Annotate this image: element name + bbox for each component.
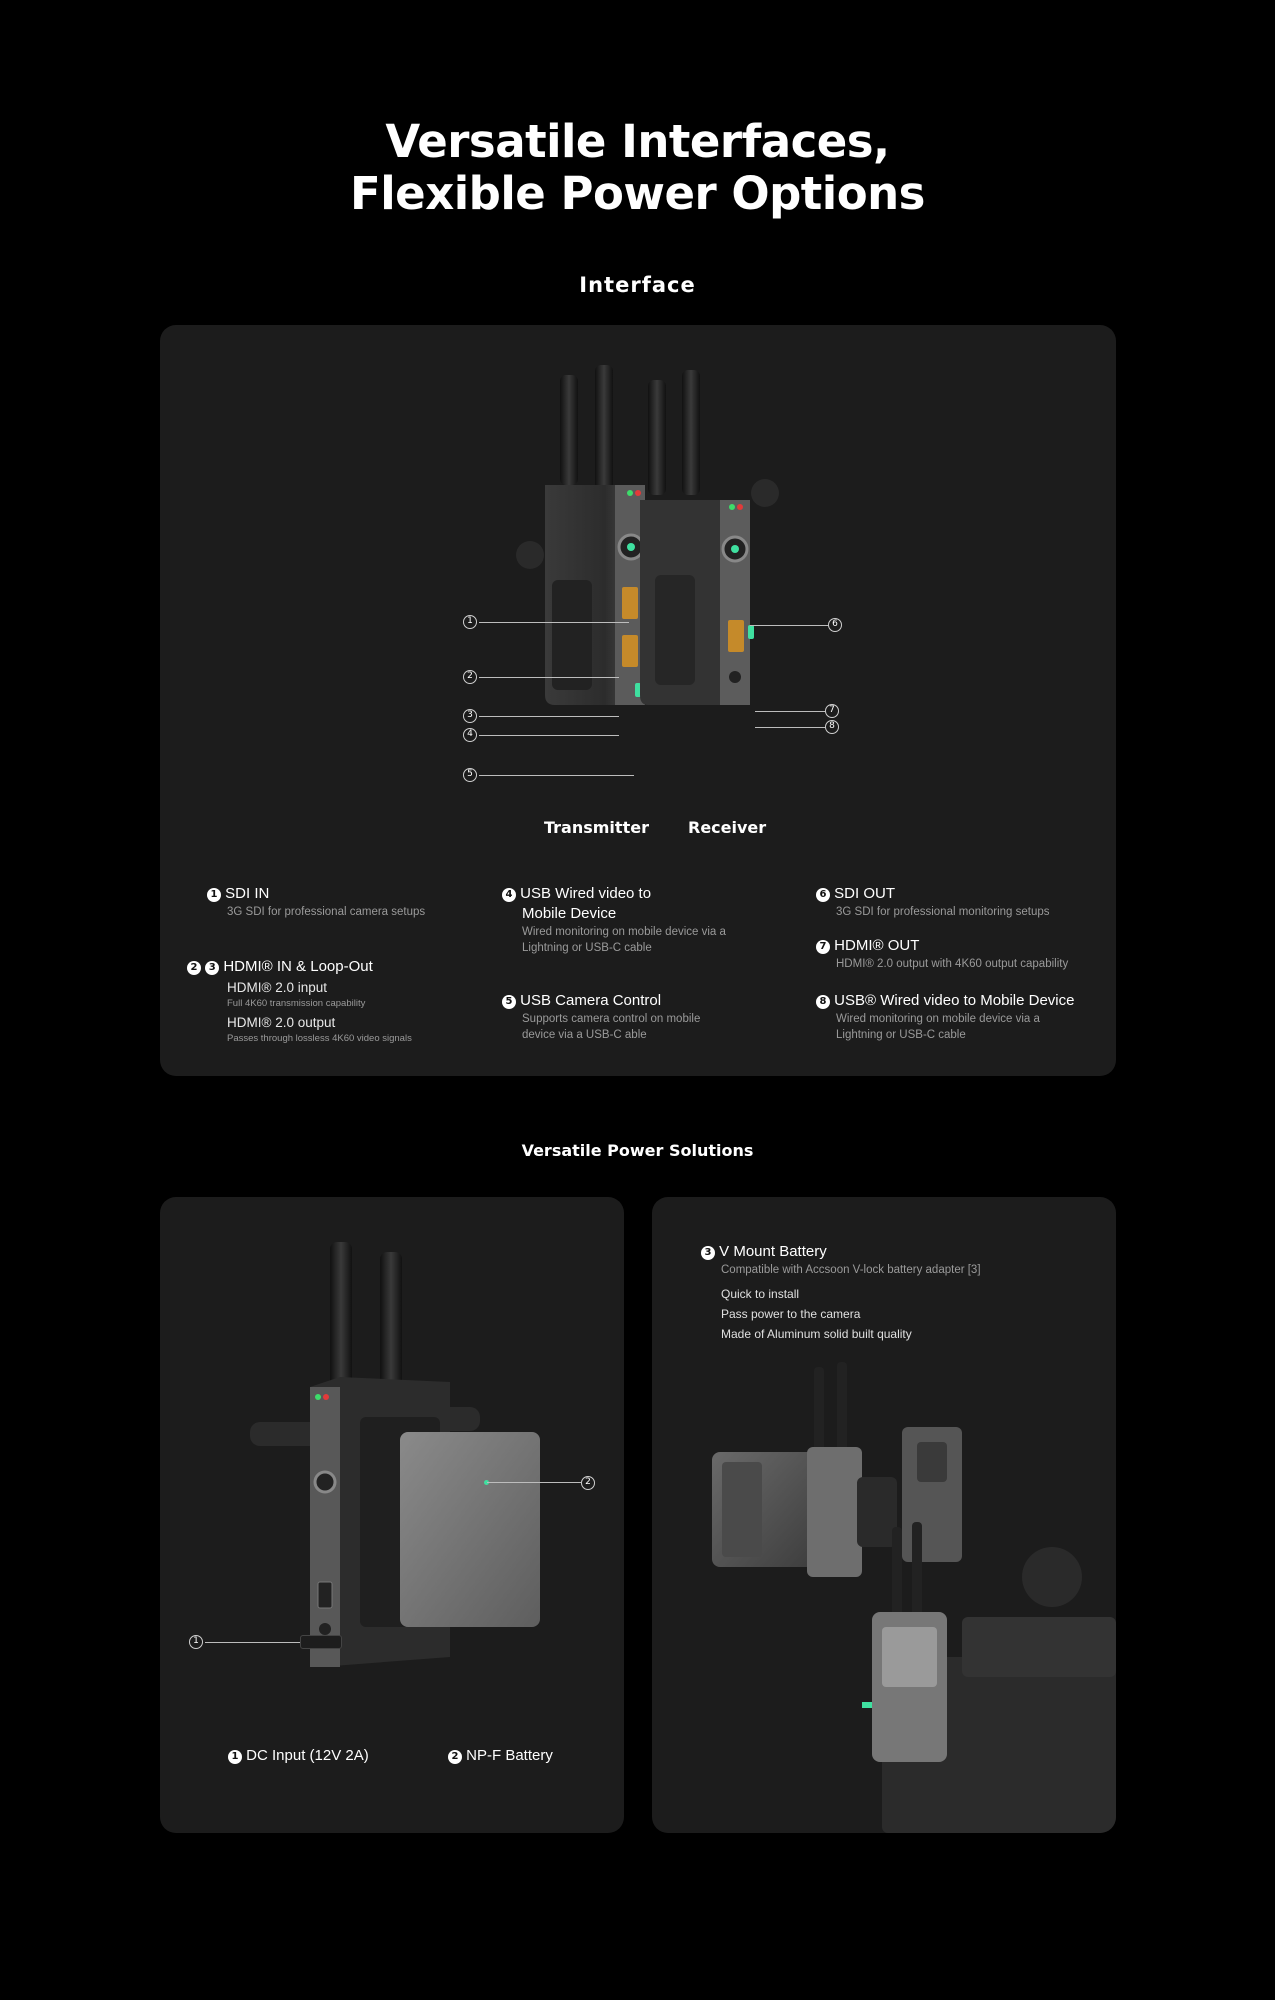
feature-desc-line-1: Wired monitoring on mobile device via a [522,926,726,938]
headline-line-1: Versatile Interfaces, [385,115,890,168]
number-badge: 2 [187,961,201,975]
v-mount-feature [701,1242,1101,1344]
power-card-right [652,1197,1116,1833]
callout-6: 6 [828,618,842,632]
number-badge: 4 [502,888,516,902]
feature-desc: 3G SDI for professional camera setups [227,906,426,918]
leader-line-6 [750,625,828,626]
leader-line-2 [487,1482,581,1483]
callout-3: 3 [463,709,477,723]
feature-desc: HDMI® 2.0 output with 4K60 output capability [836,958,1069,970]
v-mount-desc: Compatible with Accsoon V-lock battery adapter [3] [721,1264,981,1276]
interface-section-title: Interface [579,273,696,297]
number-badge: 6 [816,888,830,902]
number-badge: 3 [701,1246,715,1260]
feature-desc-line-1: Wired monitoring on mobile device via a [836,1013,1040,1025]
leader-line-4 [479,735,619,736]
dc-input-text: DC Input (12V 2A) [246,1747,369,1764]
leader-line-1 [205,1642,300,1643]
feature-hdmi-in-loop-out [187,957,477,1045]
number-badge: 2 [448,1750,462,1764]
power-section-title: Versatile Power Solutions [521,1141,754,1160]
dc-plug-image [300,1635,342,1649]
callout-2: 2 [463,670,477,684]
feature-desc-line-1: Supports camera control on mobile [522,1013,701,1025]
feature-desc-line-2: Lightning or USB-C cable [836,1029,966,1041]
receiver-label: Receiver [688,818,767,837]
v-mount-point: Made of Aluminum solid built quality [721,1327,912,1341]
feature-sdi-in [207,884,467,920]
page-headline [0,116,1275,220]
feature-title: USB® Wired video to Mobile Device [834,992,1075,1009]
feature-desc-line-2: Lightning or USB-C cable [522,942,652,954]
feature-title: SDI IN [225,885,270,902]
leader-line-8 [755,727,825,728]
interface-card [160,325,1116,1076]
callout-8: 8 [825,720,839,734]
number-badge: 3 [205,961,219,975]
feature-usb-wired-video [502,884,772,956]
callout-2: 2 [581,1476,595,1490]
feature-usb-wired-video-receiver [816,991,1111,1043]
callout-4: 4 [463,728,477,742]
npf-battery-text: NP-F Battery [466,1747,553,1764]
dc-input-label [228,1746,369,1766]
feature-desc: 3G SDI for professional monitoring setups [836,906,1050,918]
v-mount-point: Pass power to the camera [721,1307,861,1321]
number-badge: 1 [207,888,221,902]
transmitter-receiver-image [460,365,780,735]
callout-7: 7 [825,704,839,718]
hdmi-output-desc: Passes through lossless 4K60 video signals [227,1033,412,1044]
v-mount-battery-camera-image [712,1357,1116,1833]
feature-usb-camera-control [502,991,772,1043]
number-badge: 7 [816,940,830,954]
feature-title: HDMI® IN & Loop-Out [223,958,373,975]
hdmi-output-title: HDMI® 2.0 output [227,1015,336,1030]
feature-title: SDI OUT [834,885,896,902]
power-card-left [160,1197,624,1833]
number-badge: 5 [502,995,516,1009]
callout-1: 1 [189,1635,203,1649]
npf-battery-label [448,1746,553,1766]
feature-title-line-1: USB Wired video to [520,885,652,902]
hdmi-input-desc: Full 4K60 transmission capability [227,998,366,1009]
callout-5: 5 [463,768,477,782]
leader-line-5 [479,775,634,776]
number-badge: 1 [228,1750,242,1764]
callout-1: 1 [463,615,477,629]
headline-line-2: Flexible Power Options [350,167,925,220]
feature-title: USB Camera Control [520,992,662,1009]
leader-line-7 [755,711,825,712]
feature-title-line-2: Mobile Device [522,905,617,922]
hdmi-input-title: HDMI® 2.0 input [227,980,327,995]
feature-hdmi-out [816,936,1111,972]
feature-sdi-out [816,884,1111,920]
number-badge: 8 [816,995,830,1009]
feature-desc-line-2: device via a USB-C able [522,1029,647,1041]
v-mount-point: Quick to install [721,1287,800,1301]
leader-line-3 [479,716,619,717]
leader-line-2 [479,677,619,678]
leader-line-1 [479,622,629,623]
transmitter-label: Transmitter [544,818,649,837]
feature-title: HDMI® OUT [834,937,920,954]
v-mount-title: V Mount Battery [719,1243,827,1260]
npf-battery-device-image [250,1237,540,1677]
